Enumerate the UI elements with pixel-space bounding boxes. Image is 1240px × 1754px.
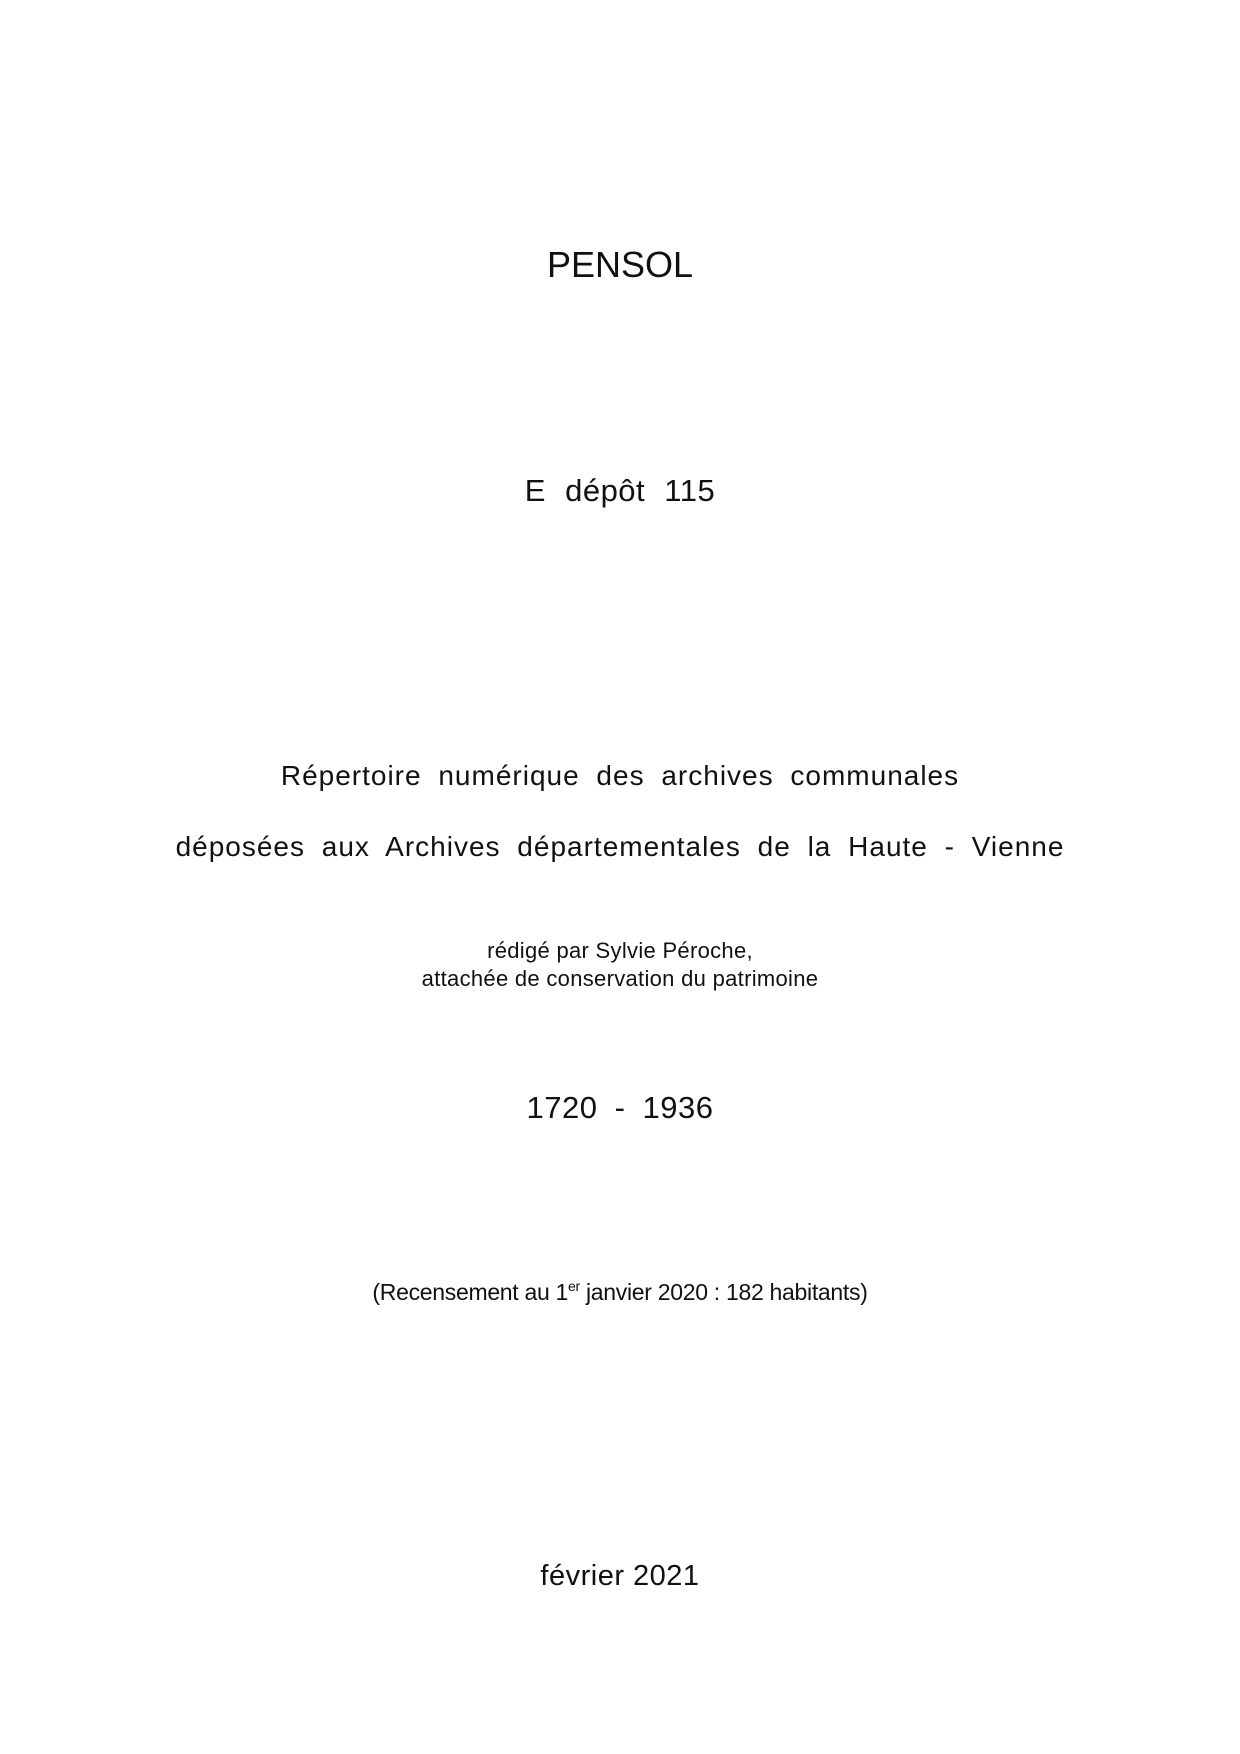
redaction-date: février 2021 [540, 1560, 700, 1592]
author-name: rédigé par Sylvie Péroche, [487, 938, 753, 963]
commune-title: PENSOL [546, 244, 694, 285]
archive-reference: E dépôt 115 [524, 473, 716, 508]
census-superscript: er [568, 1278, 580, 1294]
description-line-1: Répertoire numérique des archives communales [280, 760, 960, 791]
author-title: attachée de conservation du patrimoine [421, 966, 819, 991]
census-prefix: (Recensement au 1 [372, 1279, 569, 1305]
description-line-2: déposées aux Archives départementales de la Haute - Vienne [175, 831, 1065, 862]
census-suffix: janvier 2020 : 182 habitants) [579, 1279, 868, 1305]
census-note [0, 1278, 1240, 1305]
date-range: 1720 - 1936 [526, 1090, 714, 1125]
